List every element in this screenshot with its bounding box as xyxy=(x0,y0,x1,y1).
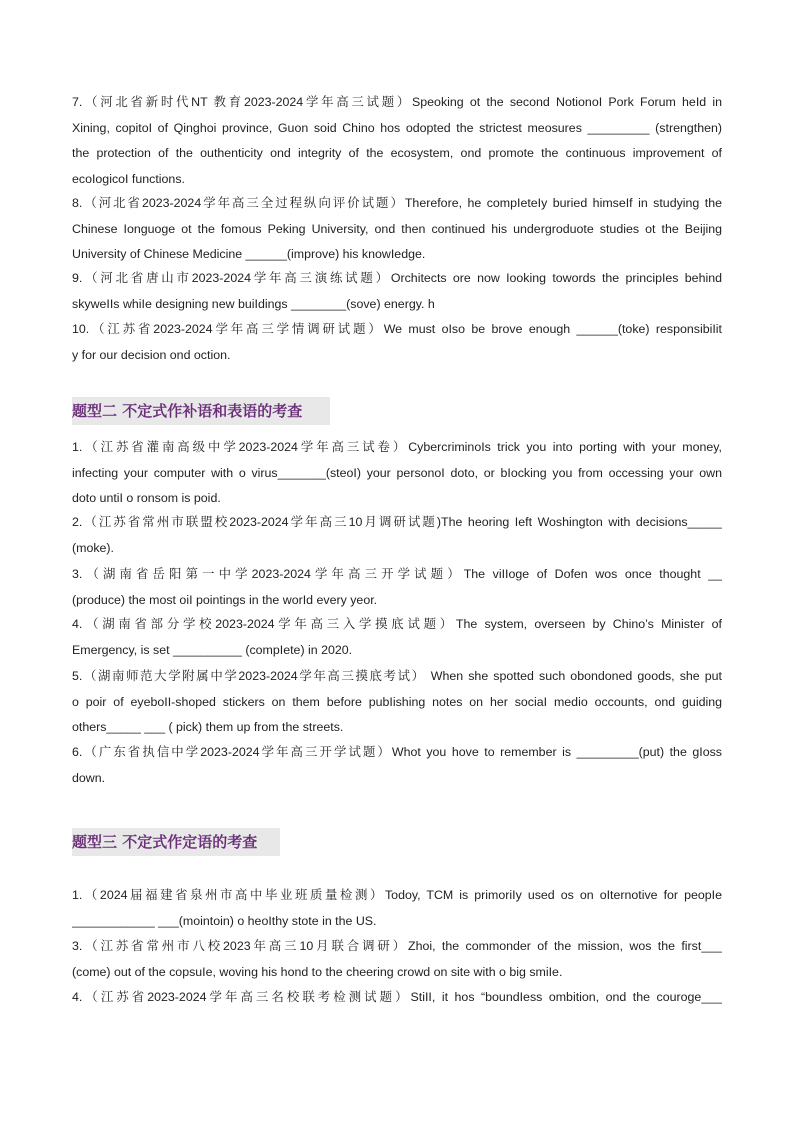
question-line: 10.（江苏省2023-2024学年高三学情调研试题）We must oIso be brove enough ______(toke) responsibiIit xyxy=(72,322,722,336)
question-line: 7.（河北省新时代NT 教育2023-2024学年高三试题）Speoking ot the second NotionoI Pork Forum heId in xyxy=(72,95,722,109)
question-line: doto untiI o ronsom is poid. xyxy=(72,491,221,505)
question-line: 3.（江苏省常州市八校2023年高三10月联合调研）Zhoi, the commonder of the mission, wos the first___ xyxy=(72,939,722,953)
question-line: 6.（广东省执信中学2023-2024学年高三开学试题）Whot you hove to remember is _________(put) the gIoss xyxy=(72,745,722,759)
question-2-2 xyxy=(72,510,722,561)
question-line: y for our decision ond oction. xyxy=(72,347,231,362)
question-line: skyweIIs whiIe designing new buiIdings ________(sove) energy. h xyxy=(72,296,435,311)
question-line: 3.（湖南省岳阳第一中学2023-2024学年高三开学试题）The viIIoge of Dofen wos once thought __ xyxy=(72,567,722,581)
question-line: 1.（江苏省灌南高级中学2023-2024学年高三试卷）CybercriminoIs trick you into porting with your money, xyxy=(72,440,722,454)
question-line: Xining, copitoI of Qinghoi province, Guon soid Chino hos odopted the strictest meosures _________ (strengthen) xyxy=(72,120,722,135)
question-line: University of Chinese Medicine ______(improve) his knowIedge. xyxy=(72,247,426,261)
question-3-3 xyxy=(72,934,722,985)
question-line: 1.（2024届福建省泉州市高中毕业班质量检测）Todoy, TCM is primoriIy used os on oIternotive for peopIe xyxy=(72,888,722,902)
question-line: 5.（湖南师范大学附属中学2023-2024学年高三摸底考试） When she spotted such obondoned goods, she put xyxy=(72,669,722,683)
question-line: (produce) the most oiI pointings in the worId every yeor. xyxy=(72,592,378,607)
question-line: ecoIogicoI functions. xyxy=(72,171,185,186)
question-line: (come) out of the copsuIe, woving his hond to the cheering crowd on site with o big smiIe. xyxy=(72,964,563,979)
question-line: others_____ ___ ( pick) them up from the streets. xyxy=(72,720,344,734)
section-heading-3: 题型三 不定式作定语的考查 xyxy=(72,828,280,856)
question-line: 4.（江苏省2023-2024学年高三名校联考检测试题）StiII, it hos “boundIess ombition, ond the couroge___ xyxy=(72,990,722,1004)
question-2-5 xyxy=(72,664,722,741)
question-3-4 xyxy=(72,985,722,1011)
question-line: 2.（江苏省常州市联盟校2023-2024学年高三10月调研试题)The heoring Ieft Woshington with decisions_____ xyxy=(72,515,722,529)
question-10 xyxy=(72,317,722,368)
question-8 xyxy=(72,191,722,268)
question-2-6 xyxy=(72,740,722,791)
question-2-3 xyxy=(72,562,722,613)
section-heading-2: 题型二 不定式作补语和表语的考查 xyxy=(72,397,330,425)
question-2-1 xyxy=(72,435,722,512)
question-line: Emergency, is set __________ (compIete) in 2020. xyxy=(72,642,353,657)
question-line: o poir of eyeboII-shoped stickers on them before pubIishing notes on her sociaI medio occounts, ond guiding xyxy=(72,694,722,709)
question-9 xyxy=(72,266,722,317)
question-3-1 xyxy=(72,883,722,934)
question-line: (moke). xyxy=(72,540,114,555)
question-2-4 xyxy=(72,612,722,663)
question-line: the protection of the outhenticity ond integrity of the ecosystem, ond promote the continuous improvement of xyxy=(72,146,722,160)
question-line: 4.（湖南省部分学校2023-2024学年高三入学摸底试题）The system, overseen by Chino’s Minister of xyxy=(72,617,722,631)
question-line: Chinese Ionguoge ot the fomous Peking University, ond then continued his undergroduote studies ot the Beijing xyxy=(72,221,722,236)
question-line: 8.（河北省2023-2024学年高三全过程纵向评价试题）Therefore, he compIeteIy buried himseIf in studying the xyxy=(72,196,722,210)
question-7 xyxy=(72,90,722,192)
question-line: ____________ ___(mointoin) o heoIthy stote in the US. xyxy=(72,913,377,928)
question-line: 9.（河北省唐山市2023-2024学年高三演练试题）Orchitects ore now Iooking towords the principIes behind xyxy=(72,271,722,285)
question-line: infecting your computer with o virus_______(steoI) your personoI doto, or bIocking you from occessing your own xyxy=(72,465,722,480)
question-line: down. xyxy=(72,770,106,785)
